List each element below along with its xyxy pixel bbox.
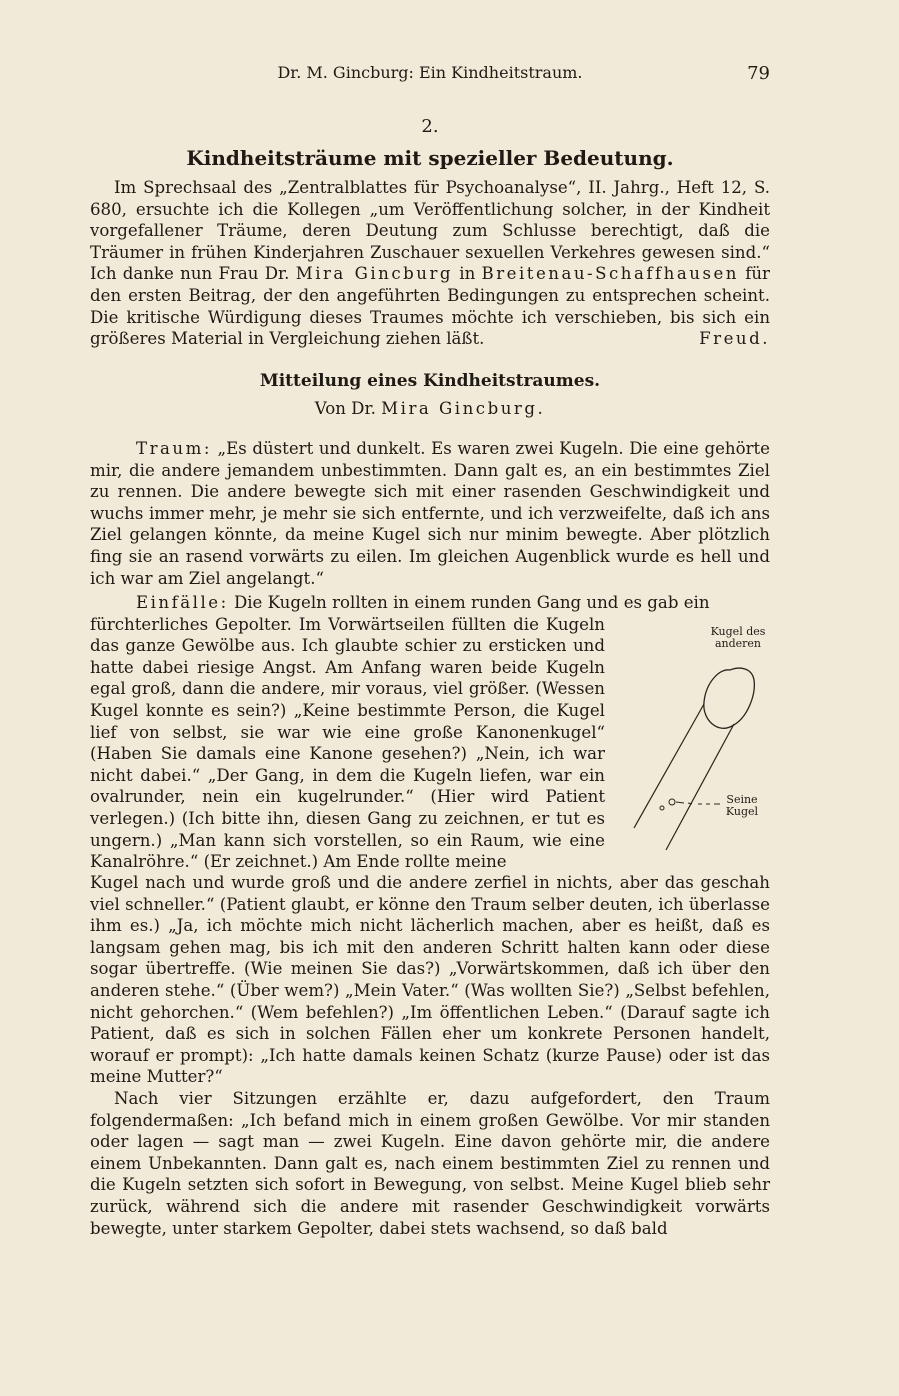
place-name: Breitenau-Schaffhausen bbox=[481, 264, 739, 284]
continued-text bbox=[90, 872, 770, 1239]
dream-label: Traum: bbox=[136, 439, 212, 458]
tunnel-drawing bbox=[622, 622, 782, 862]
intro-paragraph: Im Sprechsaal des „Zentralblattes für Psychoanalyse“, II. Jahrg., Heft 12, S. 680, ersuchte ich die Kollegen „um Veröffentlichung solcher, in der Kindheit vorgefallener Träume, deren Deutung zum Schlusse berechtigt, daß die Träumer in frühen Kinderjahren Zuschauer sexuellen Verkehres gewesen sind.“ Ich danke nun Frau Dr. Mira Gincburg in Breitenau-Schaffhausen für den ersten Beitrag, der den angeführten Bedingungen zu entsprechen scheint. Die kritische Würdigung dieses Traumes möchte ich verschieben, bis sich ein größeres Material in Vergleichung ziehen läßt. Freud. bbox=[90, 178, 770, 349]
einfaelle-continued: Kugel nach und wurde groß und die andere zerfiel in nichts, aber das geschah viel schneller.“ (Patient glaubt, er könne den Traum selber deuten, ich überlasse ihm es.) „Ja, ich möchte mich nicht lächerlich machen, aber es heißt, daß es langsam gehen mag, bis ich mit den anderen Schritt halten kann oder diese sogar übertreffe. (Wie meinen Sie das?) „Vorwärtskommen, daß ich über den anderen stehe.“ (Über wem?) „Mein Vater.“ (Was wollten Sie?) „Selbst befehlen, nicht gehorchen.“ (Wem befehlen?) „Im öffentlichen Leben.“ (Darauf sagte ich Patient, daß es sich in solchen Fällen eher um konkrete Personen handelt, worauf er prompt): „Ich hatte damals keinen Schatz (kurze Pause) oder ist das meine Mutter?“ bbox=[90, 873, 770, 1087]
dream-paragraph: Traum: „Es düstert und dunkelt. Es waren zwei Kugeln. Die eine gehörte mir, die andere jemandem unbestimmten. Dann galt es, an ein bestimmtes Ziel zu rennen. Die andere bewegte sich mit einer rasenden Geschwindigkeit und wuchs immer mehr, je mehr sie sich entfernte, und ich verzweifelte, daß ich ans Ziel gelangen könnte, da meine Kugel sich nur minim bewegte. Aber plötzlich fing sie an rasend vorwärts zu eilen. Im gleichen Augenblick wurde es hell und ich war am Ziel angelangt.“ bbox=[90, 439, 770, 588]
page-header bbox=[90, 63, 770, 87]
wrapped-text: fürchterliches Gepolter. Im Vorwärtseilen füllten die Kugeln das ganze Gewölbe aus. Ich glaubte schier zu ersticken und hatte dabei riesige Angst. Am Anfang waren beide Kugeln egal groß, dann die andere, mir voraus, viel größer. (Wessen Kugel konnte es sein?) „Keine bestimmte Person, die Kugel lief von selbst, sie war wie eine große Kanonenkugel“ (Haben Sie damals eine Kanone gesehen?) „Nein, ich war nicht dabei.“ „Der Gang, in dem die Kugeln liefen, war ein ovalrunder, nein ein kugelrunder.“ (Hier wird Patient verlegen.) (Ich bitte ihn, diesen Gang zu zeichnen, er tut es ungern.) „Man kann sich vorstellen, so ein Raum, wie eine Kanalröhre.“ (Er zeichnet.) Am Ende rollte meine bbox=[90, 614, 605, 872]
page-number: 79 bbox=[747, 63, 770, 84]
tunnel-sketch bbox=[622, 622, 782, 862]
einfaelle-label: Einfälle: bbox=[136, 593, 229, 612]
section-number: 2. bbox=[421, 116, 439, 137]
figure-label-top: Kugel des anderen bbox=[710, 625, 766, 650]
editor-signature: Freud. bbox=[699, 329, 770, 349]
article-byline: Von Dr. Mira Gincburg. bbox=[314, 399, 546, 418]
editor-intro bbox=[90, 177, 770, 350]
figure-label-bottom: Seine Kugel bbox=[725, 793, 759, 818]
einfaelle-paragraph: Einfälle: Die Kugeln rollten in einem runden Gang und es gab ein fürchterliches Gepolter. Im Vorwärtseilen füllten die Kugeln das ganze Gewölbe aus. Ich glaubte schier zu ersticken und hatte dabei riesige Angst. Am Anfang waren beide Kugeln egal groß, dann die andere, mir voraus, viel größer. (Wessen Kugel konnte es sein?) „Keine bestimmte Person, die Kugel lief von selbst, sie war wie eine große Kanonenkugel“ (Haben Sie damals eine Kanone gesehen?) „Nein, ich war nicht dabei.“ „Der Gang, in dem die Kugeln liefen, war ein ovalrunder, nein ein kugelrunder.“ (Hier wird Patient verlegen.) (Ich bitte ihn, diesen Gang zu zeichnen, er tut es ungern.) „Man kann sich vorstellen, so ein Raum, wie eine Kanalröhre.“ (Er zeichnet.) Am Ende rollte meine bbox=[90, 593, 710, 872]
running-title: Dr. M. Gincburg: Ein Kindheitstraum. bbox=[277, 63, 583, 82]
closing-paragraph: Nach vier Sitzungen erzählte er, dazu aufgefordert, den Traum folgendermaßen: „Ich befand mich in einem großen Gewölbe. Vor mir standen oder lagen — sagt man — zwei Kugeln. Eine davon gehörte mir, die andere einem Unbekannten. Dann galt es, nach einem bestimmten Ziel zu rennen und die Kugeln setzten sich sofort in Bewegung, von selbst. Meine Kugel blieb sehr zurück, während sich die andere mit rasender Geschwindigkeit vorwärts bewegte, unter starkem Gepolter, dabei stets wachsend, so daß bald bbox=[90, 1088, 770, 1238]
section-title: Kindheitsträume mit spezieller Bedeutung. bbox=[186, 146, 674, 170]
author-name: Mira Gincburg bbox=[295, 264, 453, 284]
article-title: Mitteilung eines Kindheitstraumes. bbox=[259, 371, 601, 391]
